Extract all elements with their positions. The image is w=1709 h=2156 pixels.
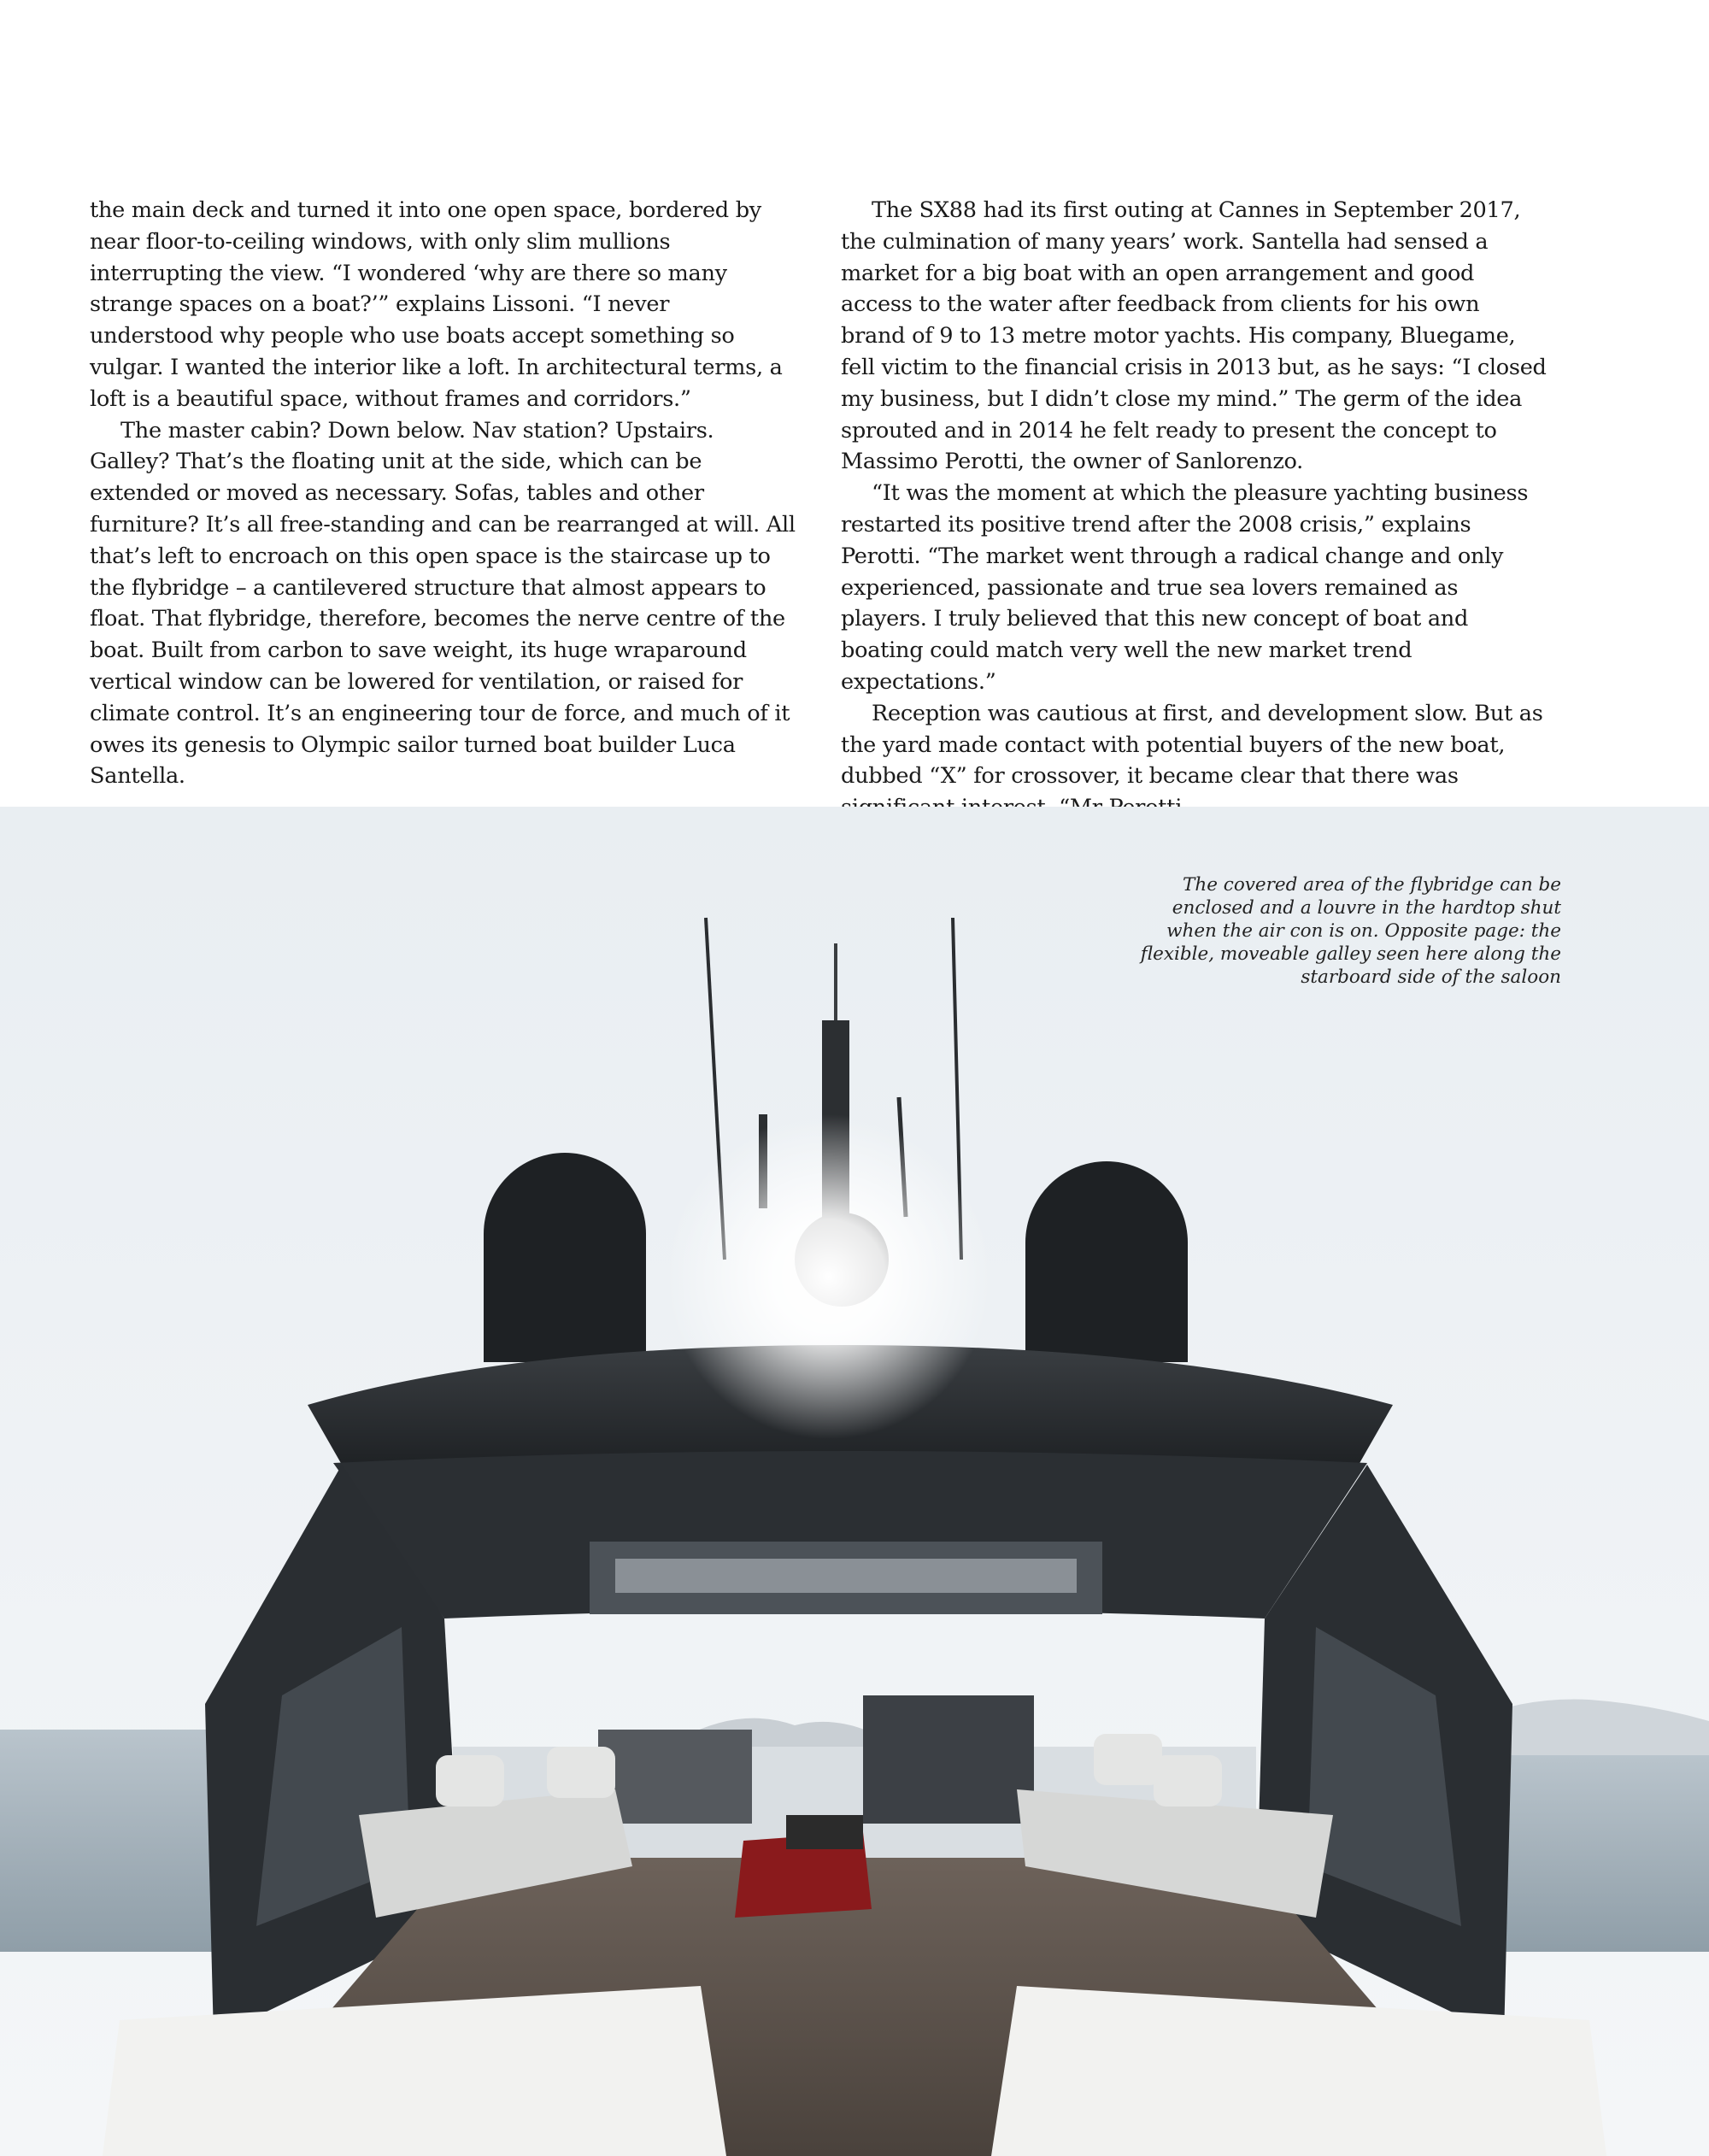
helm-console <box>863 1695 1034 1824</box>
article-column-right <box>841 195 1547 826</box>
paragraph: the main deck and turned it into one open space, bordered by near floor-to-ceiling windows, with only slim mullions interrupting the view. “I wondered ‘why are there so many strange spaces on a boat?’” explains Lissoni. “I never understood why people who use boats accept something so vulgar. I wanted the interior like a loft. In architectural terms, a loft is a beautiful space, without frames and corridors.” <box>90 197 783 412</box>
radome-right <box>1025 1161 1188 1362</box>
sofa-left-cushion-1 <box>436 1755 504 1806</box>
galley-unit <box>598 1730 752 1824</box>
sofa-left-cushion-2 <box>547 1747 615 1798</box>
photo-caption: The covered area of the flybridge can be enclosed and a louvre in the hardtop shut when the air con is on. Opposite page: the flexible, moveable galley seen here along the starboard side of the saloon <box>1140 874 1561 988</box>
paragraph: The SX88 had its first outing at Cannes in September 2017, the culmination of many years’ work. Santella had sensed a market for a big boat with an open arrangement and good access to the water after feedback from clients for his own brand of 9 to 13 metre motor yachts. His company, Bluegame, fell victim to the financial crisis in 2013 but, as he says: “I closed my business, but I didn’t close my mind.” The germ of the idea sprouted and in 2014 he felt ready to present the concept to Massimo Perotti, the owner of Sanlorenzo. <box>841 197 1547 475</box>
table-tray <box>786 1815 863 1849</box>
paragraph-text: Reception was cautious at first, and development slow. But as the yard made contact with potential buyers of the new boat, dubbed “X” for crossover, it became clear that there was <box>841 700 1543 790</box>
radome-left <box>484 1153 646 1362</box>
paragraph: “It was the moment at which the pleasure yachting business restarted its positive trend after the 2008 crisis,” explains Perotti. “The market went through a radical change and only experienced, passionate and true sea lovers remained as players. I truly believed that this new concept of boat and boating could match very well the new market trend expectations.” <box>841 480 1529 695</box>
sofa-right-cushion-1 <box>1094 1734 1162 1785</box>
yacht-flybridge-photo <box>0 807 1709 2156</box>
louvre-light <box>615 1559 1077 1593</box>
article-column-left <box>90 195 796 792</box>
sofa-right-cushion-2 <box>1154 1755 1222 1806</box>
sun-glare <box>667 1114 991 1439</box>
paragraph: The master cabin? Down below. Nav station? Upstairs. Galley? That’s the floating unit at the side, which can be extended or moved as necessary. Sofas, tables and other furniture? It’s all free-standing and can be rearranged at will. All that’s left to encroach on this open space is the staircase up to the flybridge – a cantilevered structure that almost appears to float. That flybridge, therefore, becomes the nerve centre of the boat. Built from carbon to save weight, its huge wraparound vertical window can be lowered for ventilation, or raised for climate control. It’s an engineering tour de force, and much of it owes its genesis to Olympic sailor turned boat builder Luca Santella. <box>90 417 796 790</box>
